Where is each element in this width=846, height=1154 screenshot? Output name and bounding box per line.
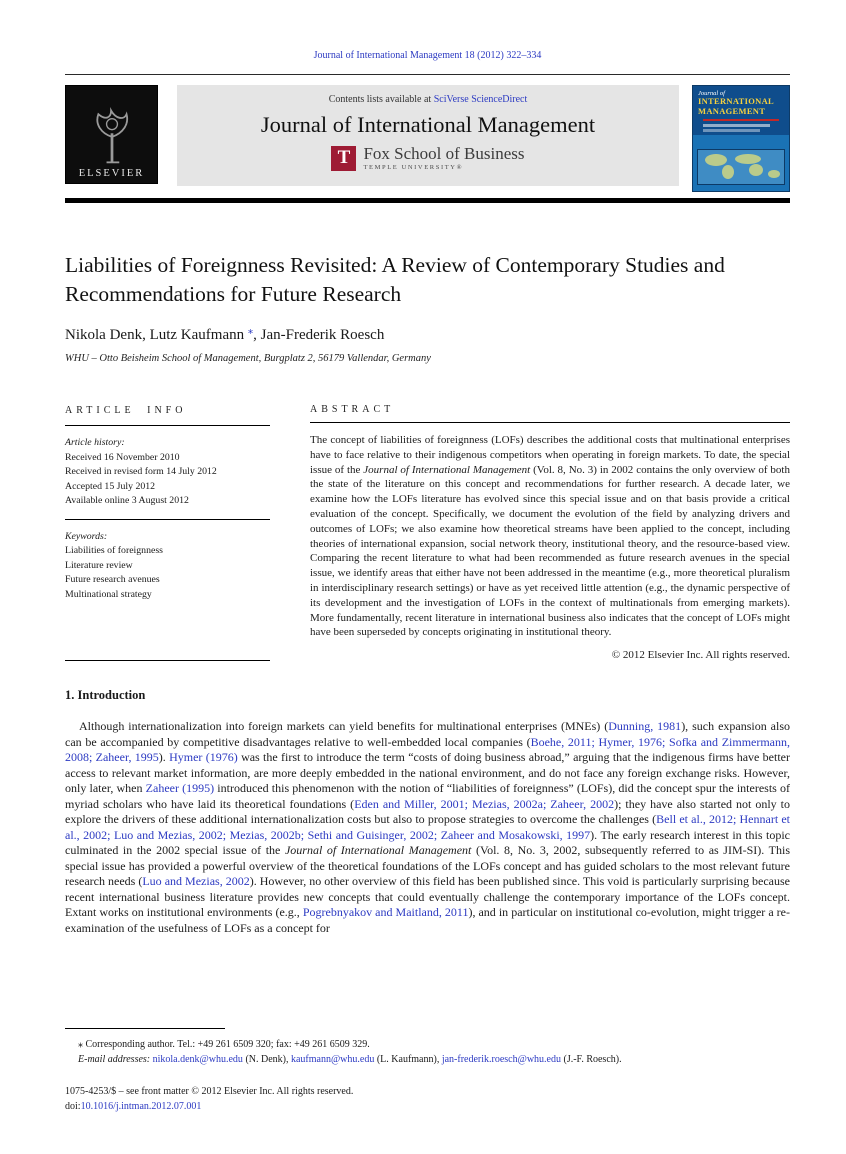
keyword-item: Future research avenues <box>65 574 160 585</box>
citation-link[interactable]: Eden and Miller, 2001; Mezias, 2002a; Zaheer, 2002 <box>354 796 615 811</box>
text-run: ). <box>158 750 170 765</box>
temple-university-label: TEMPLE UNIVERSITY® <box>363 164 464 171</box>
contents-text: Contents lists available at <box>328 94 434 105</box>
column-rule <box>65 425 270 426</box>
affiliation: WHU – Otto Beisheim School of Management, Burgplatz 2, 56179 Vallendar, Germany <box>65 353 431 364</box>
cover-title-block <box>693 86 789 135</box>
column-rule <box>65 519 270 520</box>
abstract-heading: ABSTRACT <box>310 404 395 415</box>
text-run: The concept of liabilities of foreignness (LOFs) describes the additional costs that multinational enterprises have to face relative to their indigenous competitors when operating in foreign markets. To date, the special issue of the <box>310 434 790 476</box>
introduction-heading: 1. Introduction <box>65 688 146 703</box>
cover-world-map <box>697 149 785 185</box>
keyword-item: Multinational strategy <box>65 588 152 600</box>
citation-link[interactable]: Hymer (1976) <box>169 750 238 765</box>
history-item: Accepted 15 July 2012 <box>65 480 156 492</box>
history-item: Received 16 November 2010 <box>65 451 180 463</box>
article-info-heading: ARTICLE INFO <box>65 405 187 416</box>
masthead <box>65 85 790 192</box>
sciencedirect-link[interactable]: SciVerse ScienceDirect <box>433 94 528 105</box>
text-run: Although internationalization into foreign markets can yield benefits for multinational enterprises (MNEs) ( <box>79 719 609 734</box>
article-info-column <box>65 404 270 661</box>
journal-cover-thumbnail <box>692 85 790 192</box>
citation-link[interactable]: Pogrebnyakov and Maitland, 2011 <box>302 905 469 920</box>
column-rule <box>310 422 790 423</box>
citation-link[interactable]: Boehe, 2011; Hymer, 1976; Sofka and Zimmermann, 2008; Zaheer, 1995 <box>65 734 791 765</box>
cover-journal-of: Journal of <box>698 90 725 97</box>
keywords-label: Keywords: <box>65 530 108 542</box>
info-abstract-block <box>65 404 790 661</box>
text-run: ), such expansion also can be accompanied by competitive disadvantages relative to well-embedded local companies ( <box>65 719 791 749</box>
text-run: (Vol. 8, No. 3, 2002, subsequently referred to as JIM-SI). This special issue has provided a powerful overview of the theoretical foundations of the LOFs concept and has guided scholars to the most relevant future research needs ( <box>65 843 791 889</box>
email-link[interactable]: kaufmann@whu.edu <box>290 1053 375 1065</box>
citation-link[interactable]: Dunning, 1981 <box>608 719 682 734</box>
elsevier-logo <box>65 85 158 184</box>
citation-link[interactable]: Zaheer (1995) <box>145 781 215 796</box>
footnote-separator <box>65 1028 225 1029</box>
cover-management: MANAGEMENT <box>698 105 766 116</box>
keyword-item: Literature review <box>65 559 133 571</box>
history-item: Received in revised form 14 July 2012 <box>65 466 217 477</box>
abstract-column <box>310 404 790 661</box>
text-run: ); they have also started not only to explore the drivers of these additional internationalization costs but also to propose strategies to overcome the challenges ( <box>65 796 790 827</box>
abstract-copyright: © 2012 Elsevier Inc. All rights reserved. <box>611 649 790 662</box>
temple-t-icon: T <box>331 146 356 171</box>
corresponding-author-star[interactable]: ⁎ <box>247 325 254 336</box>
citation-link[interactable]: Luo and Mezias, 2002 <box>142 874 250 889</box>
citation-link[interactable]: Bell et al., 2012; Hennart et al., 2002; Luo and Mezias, 2002; Mezias, 2002b; Sethi and Guisinger, 2002; Zaheer and Mosakowski, 1997 <box>65 812 790 842</box>
fox-school-name: Fox School of Business <box>363 144 525 163</box>
journal-name: Journal of International Management <box>260 112 596 137</box>
journal-citation-link[interactable]: Journal of International Management 18 (2012) 322–334 <box>313 50 542 61</box>
masthead-bottom-bar <box>65 198 790 203</box>
text-run: doi: <box>65 1100 81 1112</box>
elsevier-wordmark: ELSEVIER <box>78 168 145 179</box>
text-run: ), and in particular on institutional co-evolution, might trigger a re-examination of the usefulness of LOFs as a concept for <box>65 905 791 935</box>
email-link[interactable]: jan-frederik.roesch@whu.edu <box>441 1053 561 1065</box>
journal-citation-line <box>65 0 790 61</box>
cover-red-rule <box>703 119 779 121</box>
cover-subtitle-bar <box>703 129 760 132</box>
text-run: (N. Denk), <box>242 1053 291 1065</box>
text-run: introduced this phenomenon with the notion of “liabilities of foreignness” (LOFs), did the concept spur the interests of myriad scholars who have laid its theoretical foundations ( <box>65 781 790 811</box>
text-run: Journal of International Management <box>363 463 531 476</box>
top-rule <box>65 74 790 75</box>
corresponding-author-footnote <box>65 1038 790 1053</box>
text-run: was the first to introduce the term “costs of doing business abroad,” arguing that the indigenous firms have better access to relevant market information, are more deeply embedded in the national environment, and do not face any foreign exchange risks. However, only later, when <box>65 750 790 796</box>
text-run: ). However, no other overview of this field has been published since. This void is particularly surprising because recent international business literature provides new concepts that could eventually challenge the contemporary importance of the LOFs concept. Extant works on institutional environments (e.g., <box>65 874 790 920</box>
history-item: Available online 3 August 2012 <box>65 495 189 506</box>
masthead-center-panel <box>177 85 679 186</box>
text-run: ⁎ Corresponding author. Tel.: +49 261 6509 320; fax: +49 261 6509 329. <box>78 1039 370 1050</box>
imprint-block <box>65 1085 790 1114</box>
email-addresses-footnote <box>65 1053 790 1068</box>
article-history-label: Article history: <box>65 437 125 448</box>
contents-availability-line <box>329 94 528 105</box>
author-line <box>65 324 790 344</box>
doi-line <box>65 1100 790 1115</box>
cover-international: INTERNATIONAL <box>698 96 775 106</box>
doi-link[interactable]: 10.1016/j.intman.2012.07.001 <box>80 1100 202 1112</box>
text-run: (J.-F. Roesch). <box>561 1053 622 1065</box>
issn-copyright-line: 1075-4253/$ – see front matter © 2012 Elsevier Inc. All rights reserved. <box>65 1086 354 1097</box>
keyword-item: Liabilities of foreignness <box>65 545 163 556</box>
article-title: Liabilities of Foreignness Revisited: A Review of Contemporary Studies and Recommendations for Future Research <box>65 253 725 306</box>
text-run: (L. Kaufmann), <box>374 1053 442 1065</box>
author-names: , Jan-Frederik Roesch <box>253 327 385 343</box>
elsevier-tree-icon <box>84 106 140 166</box>
text-run: (Vol. 8, No. 3) in 2002 contains the only overview of both the state of the literature on this concept and recommendations for further research. A decade later, we examine how the LOFs literature has evolved since this special issue and on that basis provide a critical evaluation of the concept. Specifically, we document the evolution of the field by analyzing drivers and outcomes of LOFs; we also examine how theoretical streams have been applied to the concept, including theories of international expansion, social network theory, institutional theory, and the resource-based view. Comparing the recent literature to what had been recommended as future research avenues in the special issue, we identify areas that either have not been addressed in the meantime (e.g., more theoretical pluralism in interdisciplinary research settings) or have as yet received little attention (e.g., the dynamic perspective of its development and the investigation of LOFs in the context of multinationals from emerging markets). More fundamentally, recent literature in international business also indicates that the concept of LOFs might have been superseded by concepts originating in institutional theory. <box>310 463 790 639</box>
fox-school-logo <box>331 145 524 171</box>
text-run: ). The early research interest in this topic culminated in the 2002 special issue of the <box>65 827 790 858</box>
text-run: Journal of International Management <box>284 843 472 858</box>
page-footer <box>65 1028 790 1114</box>
introduction-paragraph <box>65 719 790 936</box>
abstract-text <box>310 433 790 640</box>
author-names: Nikola Denk, Lutz Kaufmann <box>65 327 248 343</box>
email-link[interactable]: nikola.denk@whu.edu <box>152 1053 243 1065</box>
cover-subtitle-bar <box>703 124 770 127</box>
text-run: E-mail addresses: <box>78 1053 153 1065</box>
